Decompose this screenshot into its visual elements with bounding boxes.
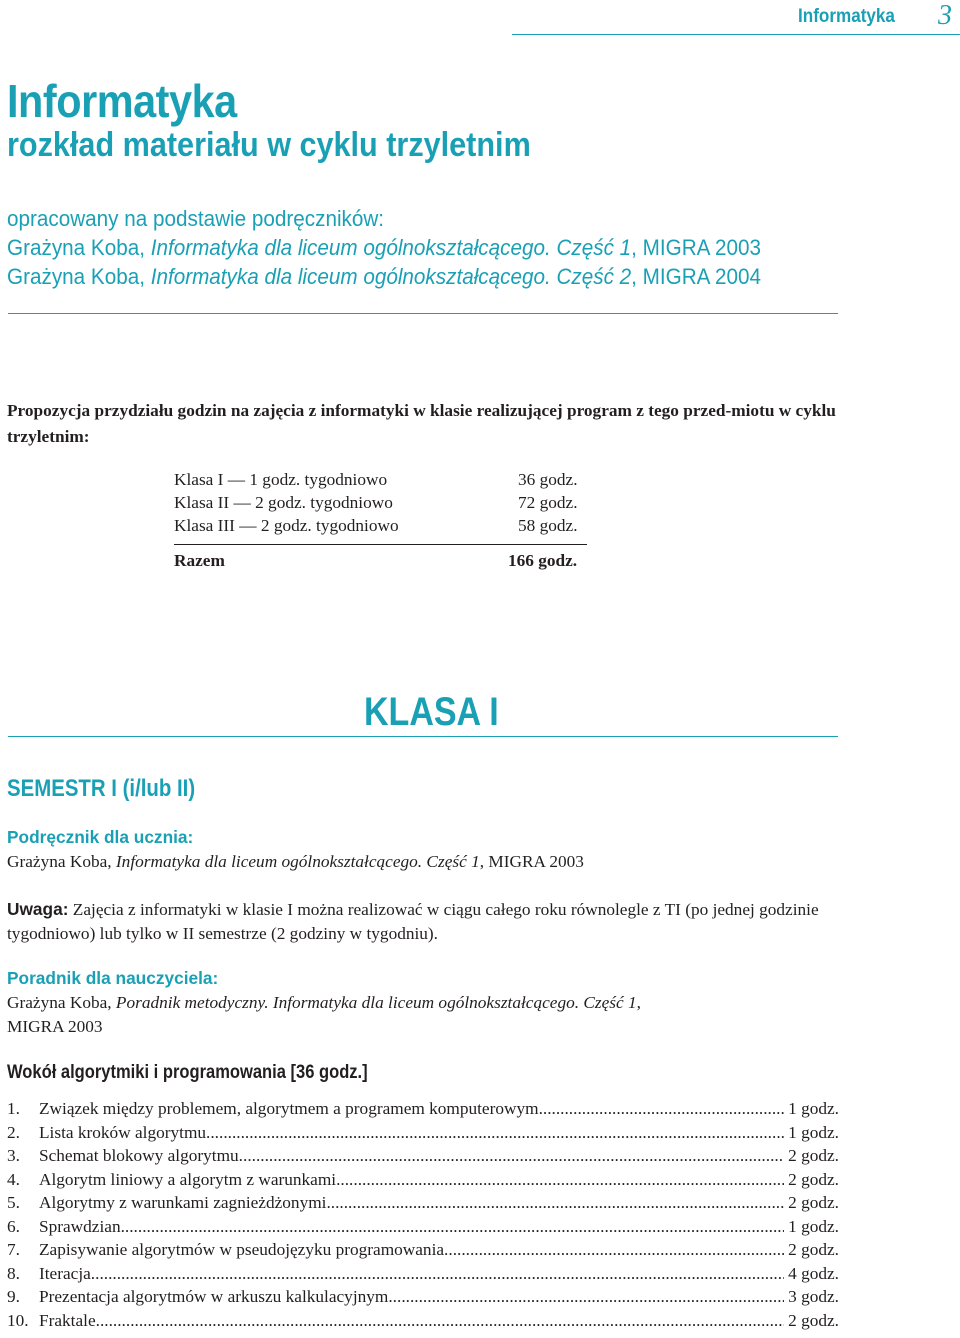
sources-intro: opracowany na podstawie podręczników: (7, 206, 385, 231)
list-item (7, 1191, 839, 1215)
source-book-publisher: , MIGRA 2004 (631, 264, 762, 289)
topic-hours: 2 godz. (788, 1169, 839, 1189)
teacher-book-author: Grażyna Koba, (7, 993, 116, 1012)
topic-title: Prezentacja algorytmów w arkuszu kalkulacyjnym (39, 1287, 389, 1306)
allocation-total-label: Razem (174, 551, 225, 570)
dot-leader (121, 1215, 785, 1239)
dot-leader (388, 1285, 784, 1309)
topic-number: 4. (7, 1169, 20, 1189)
topic-title: Algorytmy z warunkami zagnieżdżonymi (39, 1193, 327, 1212)
note (7, 897, 847, 946)
student-book (7, 850, 847, 874)
class-divider (8, 736, 838, 737)
topic-hours: 1 godz. (788, 1216, 839, 1236)
teacher-book (7, 991, 847, 1039)
allocation-hours: 36 godz. (518, 470, 578, 489)
dot-leader (206, 1121, 784, 1145)
list-item (7, 1215, 839, 1239)
topic-title: Związek między problemem, algorytmem a programem komputerowym (39, 1099, 539, 1118)
semester-heading: SEMESTR I (i/lub II) (7, 775, 196, 802)
teacher-book-title: Poradnik metodyczny. Informatyka dla liceum ogólnokształcącego. Część 1 (115, 993, 637, 1012)
student-book-publisher: , MIGRA 2003 (479, 852, 584, 871)
header-divider (512, 34, 960, 35)
list-item (7, 1238, 839, 1262)
topic-hours: 3 godz. (788, 1287, 839, 1306)
topic-hours: 2 godz. (788, 1310, 839, 1330)
topic-list (7, 1097, 839, 1332)
topic-title: Lista kroków algorytmu (39, 1122, 207, 1142)
list-item (7, 1309, 839, 1333)
source-book-author: Grażyna Koba, (7, 264, 151, 289)
topic-title: Schemat blokowy algorytmu (39, 1146, 239, 1165)
teacher-book-label: Poradnik dla nauczyciela: (7, 968, 219, 988)
topic-title: Algorytm liniowy a algorytm z warunkami (39, 1169, 337, 1189)
student-book-author: Grażyna Koba, (7, 852, 116, 871)
source-book-author: Grażyna Koba, (7, 235, 151, 260)
student-book-label: Podręcznik dla ucznia: (7, 827, 194, 847)
list-item (7, 1262, 839, 1286)
dot-leader (326, 1191, 784, 1215)
dot-leader (539, 1097, 785, 1121)
topic-number: 1. (7, 1099, 20, 1118)
note-label: Uwaga: (7, 899, 69, 919)
source-book-title: Informatyka dla liceum ogólnokształcącego. Część 2 (150, 264, 632, 289)
topic-number: 10. (7, 1310, 29, 1330)
allocation-total-hours: 166 godz. (508, 551, 578, 570)
page-subtitle: rozkład materiału w cyklu trzyletnim (7, 126, 531, 164)
list-item (7, 1121, 839, 1145)
page-title: Informatyka (7, 75, 237, 127)
dot-leader (96, 1309, 785, 1333)
class-heading: KLASA I (364, 690, 499, 734)
student-book-title: Informatyka dla liceum ogólnokształcącego. Część 1 (115, 852, 480, 871)
list-item (7, 1097, 839, 1121)
topic-title: Zapisywanie algorytmów w pseudojęzyku programowania (39, 1240, 445, 1259)
source-book-title: Informatyka dla liceum ogólnokształcącego. Część 1 (150, 235, 632, 260)
unit-heading: Wokół algorytmiki i programowania [36 godz.] (7, 1062, 368, 1083)
topic-hours: 1 godz. (788, 1122, 839, 1142)
topic-number: 6. (7, 1216, 20, 1236)
allocation-label: Klasa I — 1 godz. tygodniowo (174, 470, 388, 489)
hours-proposal-text: Propozycja przydziału godzin na zajęcia z informatyki w klasie realizującej program z tego przed-miotu w cyklu trzyletnim: (7, 401, 836, 446)
topic-title: Fraktale (39, 1310, 96, 1330)
list-item (7, 1168, 839, 1192)
topic-hours: 1 godz. (788, 1099, 839, 1118)
teacher-book-publisher: , (636, 993, 641, 1012)
source-book-publisher: , MIGRA 2003 (631, 235, 762, 260)
source-book-1 (7, 235, 761, 261)
teacher-book-publisher-line: MIGRA 2003 (7, 1017, 103, 1036)
topic-number: 8. (7, 1263, 20, 1283)
allocation-sum-rule (174, 544, 587, 545)
topic-hours: 2 godz. (788, 1146, 839, 1165)
topic-number: 9. (7, 1287, 20, 1306)
topic-hours: 2 godz. (788, 1193, 839, 1212)
list-item (7, 1144, 839, 1168)
topic-hours: 2 godz. (788, 1240, 839, 1259)
topic-number: 2. (7, 1122, 20, 1142)
running-header-title: Informatyka (798, 6, 895, 27)
topic-hours: 4 godz. (788, 1263, 839, 1283)
list-item (7, 1285, 839, 1309)
allocation-label: Klasa III — 2 godz. tygodniowo (174, 516, 399, 535)
dot-leader (91, 1262, 784, 1286)
allocation-hours: 72 godz. (518, 493, 578, 512)
title-divider (8, 313, 838, 314)
topic-number: 3. (7, 1146, 20, 1165)
topic-title: Sprawdzian (39, 1216, 121, 1236)
allocation-label: Klasa II — 2 godz. tygodniowo (174, 493, 393, 512)
allocation-hours: 58 godz. (518, 516, 578, 535)
source-book-2 (7, 264, 761, 290)
topic-title: Iteracja (39, 1263, 91, 1283)
dot-leader (336, 1168, 784, 1192)
note-text: Zajęcia z informatyki w klasie I można realizować w ciągu całego roku równolegle z TI (po jednej godzinie tygodniowo) lub tylko w II semestrze (2 godziny w tygodniu). (7, 900, 819, 943)
topic-number: 7. (7, 1240, 20, 1259)
page-number: 3 (938, 0, 952, 31)
dot-leader (239, 1144, 784, 1168)
topic-number: 5. (7, 1193, 20, 1212)
dot-leader (444, 1238, 784, 1262)
